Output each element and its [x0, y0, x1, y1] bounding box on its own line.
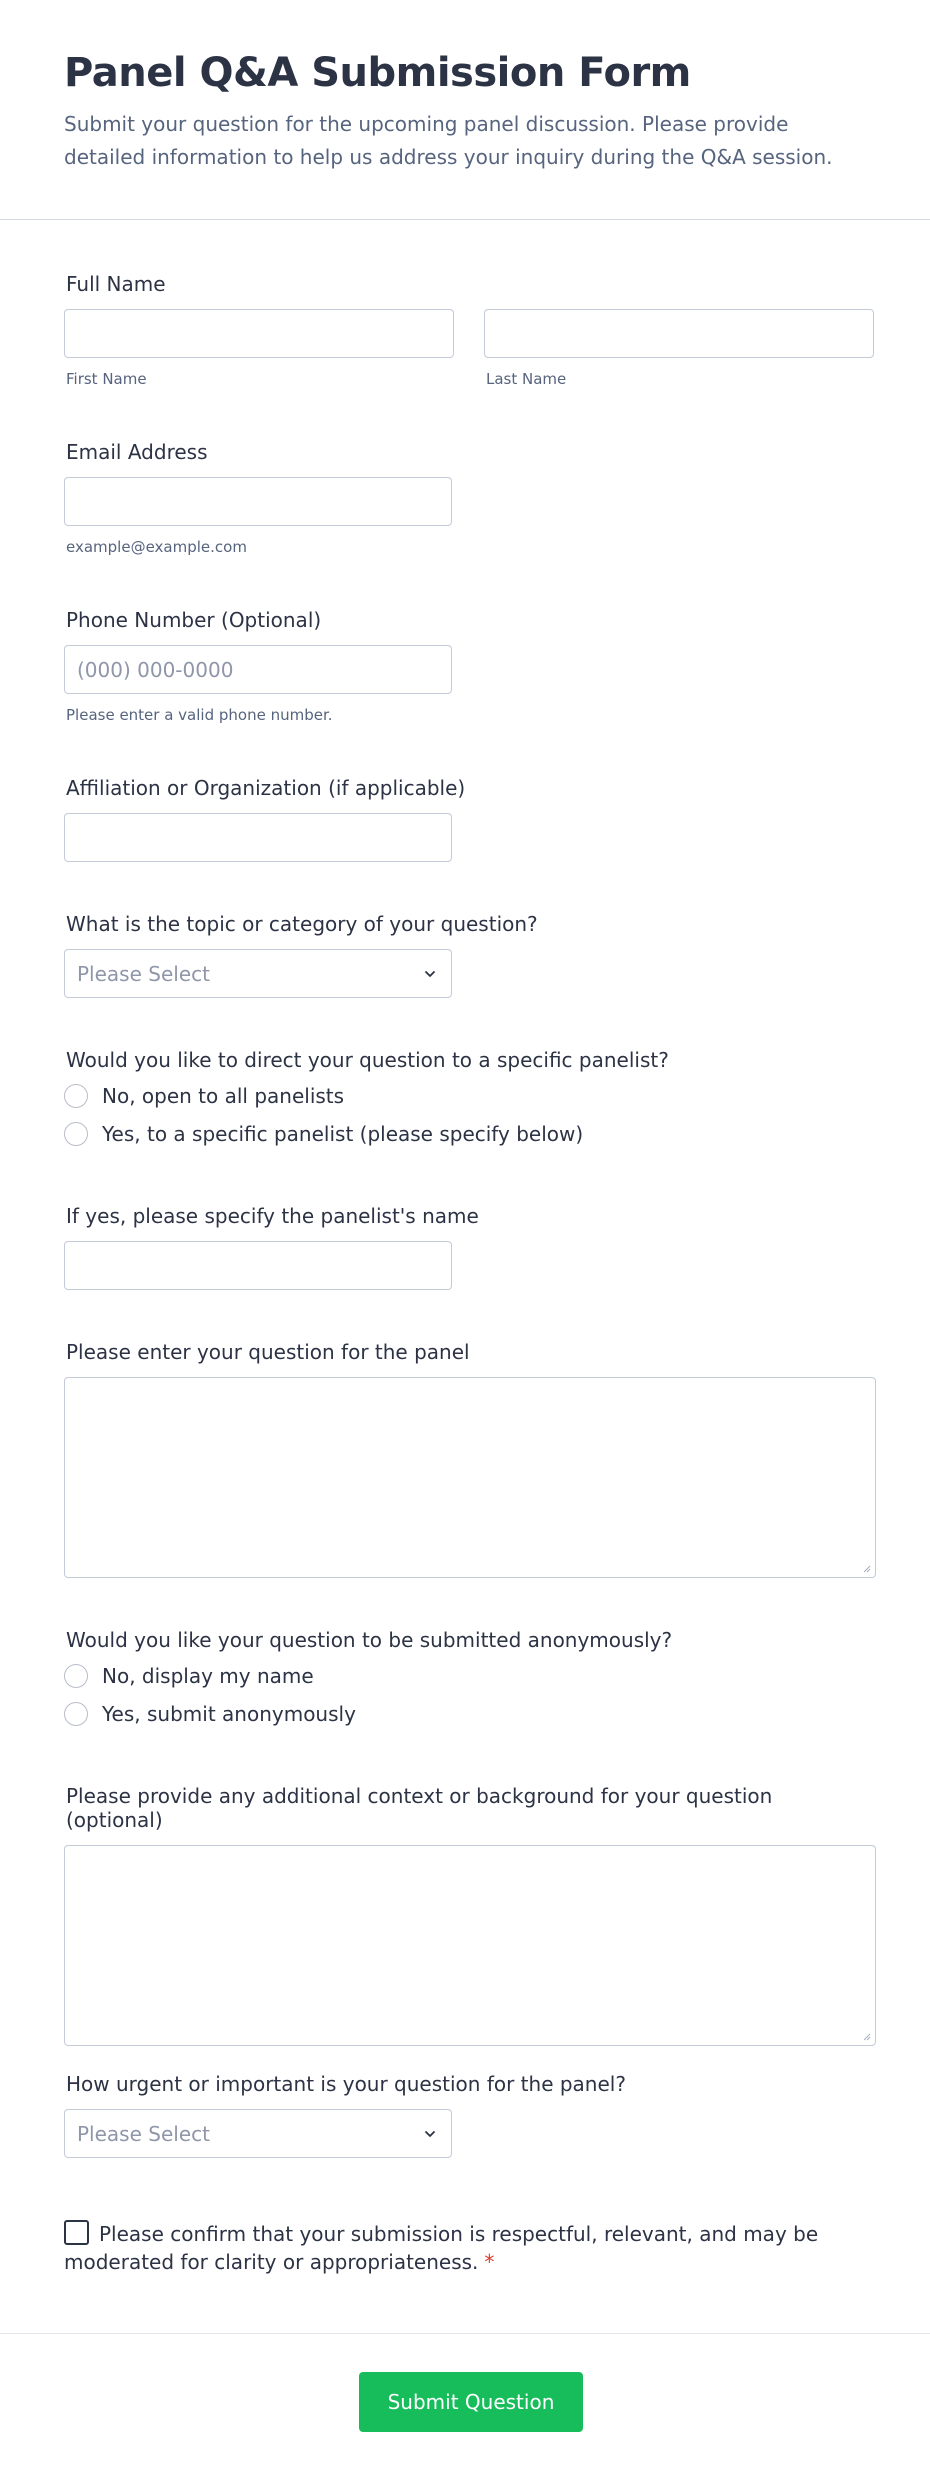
- page-title: Panel Q&A Submission Form: [64, 50, 691, 96]
- urgency-select[interactable]: [64, 2109, 452, 2158]
- radio-option-anonymous[interactable]: [64, 1695, 874, 1733]
- context-label: Please provide any additional context or background for your question (optional): [66, 1784, 773, 1832]
- last-name-input[interactable]: [484, 309, 874, 358]
- phone-input[interactable]: [64, 645, 452, 694]
- resize-handle-icon[interactable]: [861, 1563, 871, 1573]
- radio-button[interactable]: [64, 1702, 88, 1726]
- urgency-select-value: Please Select: [77, 2121, 210, 2146]
- context-textarea[interactable]: [64, 1845, 876, 2046]
- radio-option-specific[interactable]: [64, 1115, 874, 1153]
- required-marker: *: [484, 2250, 495, 2274]
- email-sublabel: example@example.com: [66, 538, 247, 556]
- urgency-field: [64, 2072, 874, 2158]
- radio-option-label: Yes, to a specific panelist (please specify below): [102, 1122, 584, 1146]
- topic-select[interactable]: [64, 949, 452, 998]
- affiliation-label: Affiliation or Organization (if applicable): [66, 776, 466, 800]
- radio-option-label: Yes, submit anonymously: [102, 1702, 356, 1726]
- email-input[interactable]: [64, 477, 452, 526]
- phone-sublabel: Please enter a valid phone number.: [66, 706, 333, 724]
- full-name-label: Full Name: [66, 272, 166, 296]
- question-field: [64, 1340, 874, 1578]
- phone-field: [64, 608, 874, 724]
- urgency-label: How urgent or important is your question for the panel?: [66, 2072, 626, 2096]
- affiliation-field: [64, 776, 874, 862]
- confirm-label: Please confirm that your submission is respectful, relevant, and may be moderated for clarity or appropriateness.: [64, 2222, 819, 2274]
- affiliation-input[interactable]: [64, 813, 452, 862]
- panelist-name-input[interactable]: [64, 1241, 452, 1290]
- question-textarea[interactable]: [64, 1377, 876, 1578]
- chevron-down-icon: [423, 2127, 437, 2141]
- submit-button[interactable]: Submit Question: [359, 2372, 583, 2432]
- topic-field: [64, 912, 874, 998]
- first-name-input[interactable]: [64, 309, 454, 358]
- full-name-field: [64, 272, 874, 388]
- direct-panelist-label: Would you like to direct your question to a specific panelist?: [66, 1048, 669, 1072]
- phone-label: Phone Number (Optional): [66, 608, 322, 632]
- radio-option-label: No, open to all panelists: [102, 1084, 345, 1108]
- panelist-name-field: [64, 1204, 874, 1290]
- form-header: [0, 0, 930, 220]
- direct-panelist-field: [64, 1048, 874, 1153]
- radio-option-display-name[interactable]: [64, 1657, 874, 1695]
- confirm-row: [64, 2220, 874, 2276]
- anonymous-label: Would you like your question to be submitted anonymously?: [66, 1628, 673, 1652]
- anonymous-field: [64, 1628, 874, 1733]
- topic-label: What is the topic or category of your question?: [66, 912, 538, 936]
- first-name-sublabel: First Name: [66, 370, 147, 388]
- radio-button[interactable]: [64, 1084, 88, 1108]
- question-label: Please enter your question for the panel: [66, 1340, 470, 1364]
- panelist-name-label: If yes, please specify the panelist's name: [66, 1204, 479, 1228]
- email-field: [64, 440, 874, 556]
- form-footer: [0, 2333, 930, 2481]
- resize-handle-icon[interactable]: [861, 2031, 871, 2041]
- radio-button[interactable]: [64, 1664, 88, 1688]
- page-subtitle: Submit your question for the upcoming panel discussion. Please provide detailed information to help us address your inquiry during the Q&A session.: [64, 112, 833, 169]
- last-name-sublabel: Last Name: [486, 370, 567, 388]
- chevron-down-icon: [423, 967, 437, 981]
- topic-select-value: Please Select: [77, 961, 210, 986]
- email-label: Email Address: [66, 440, 208, 464]
- radio-option-label: No, display my name: [102, 1664, 314, 1688]
- confirm-field: [64, 2220, 874, 2276]
- radio-option-open[interactable]: [64, 1077, 874, 1115]
- radio-button[interactable]: [64, 1122, 88, 1146]
- context-field: [64, 1784, 874, 2046]
- confirm-checkbox[interactable]: [64, 2220, 89, 2245]
